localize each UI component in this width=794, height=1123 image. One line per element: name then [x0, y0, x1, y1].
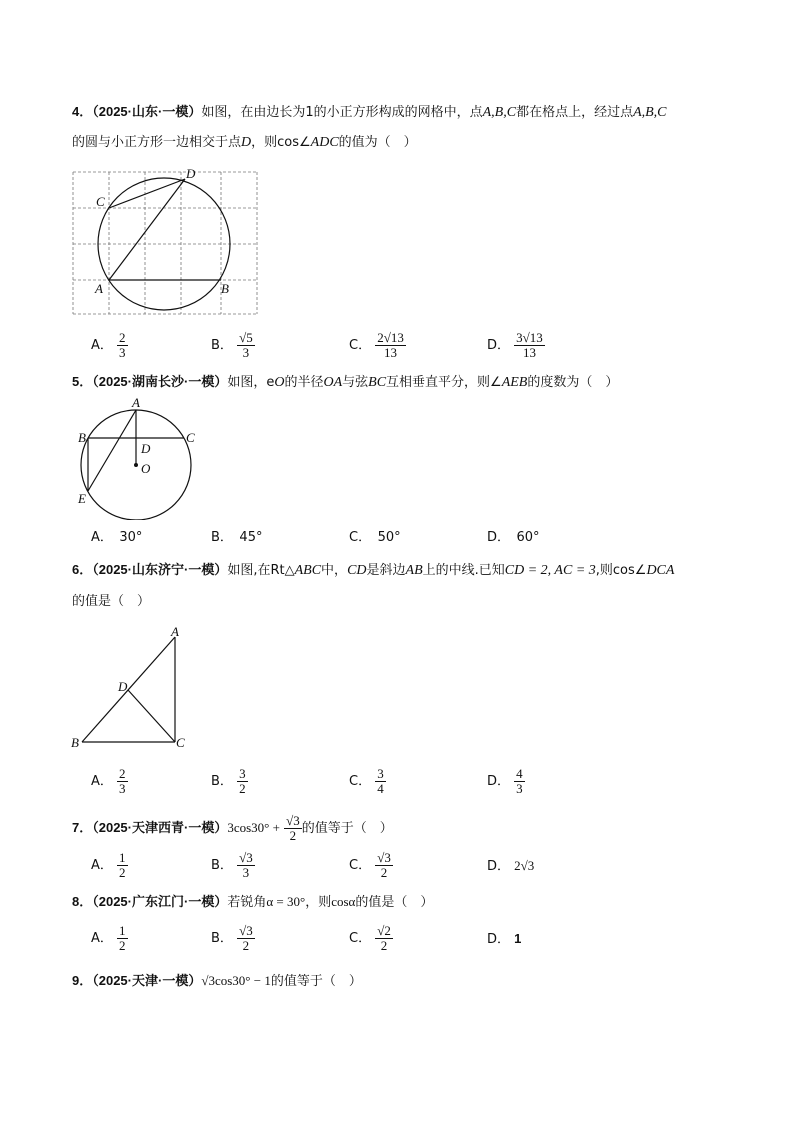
q4-point-d: D [241, 135, 252, 150]
q4-stem-line2 [72, 134, 417, 152]
q8-number: 8． [72, 894, 93, 909]
q7-number: 7． [72, 820, 93, 835]
q8-option-c[interactable]: C． $\frac{√2}{2}$ [349, 923, 391, 953]
q4-points: A,B,C [633, 105, 667, 120]
q6-option-b[interactable]: B． $\frac{3}{2}$ [211, 766, 246, 796]
q9-source: （2025·天津·一模） [92, 973, 202, 988]
q7-option-b[interactable]: B． $\frac{√3}{3}$ [211, 850, 253, 880]
q4-label-a: A [95, 281, 103, 296]
q6-figure [68, 622, 198, 752]
q8-option-d[interactable]: D． 1 [487, 931, 522, 947]
q5-option-a[interactable]: A． 30° [91, 530, 143, 545]
q6-label-b: B [71, 735, 79, 750]
q6-number: 6． [72, 562, 93, 577]
q4-label-c: C [96, 194, 105, 209]
q4-label-d: D [186, 166, 196, 181]
q5-option-d[interactable]: D． 60° [487, 530, 540, 545]
q5-segment-ae [88, 410, 136, 491]
q7-option-c[interactable]: C． $\frac{√3}{2}$ [349, 850, 391, 880]
q6-option-d[interactable]: D． $\frac{4}{3}$ [487, 766, 523, 796]
q6-label-d: D [118, 679, 128, 694]
q6-stem-line2: 的值是（ ） [72, 594, 151, 609]
q6-stem-line1: 6．（2025·山东济宁·一模）如图,在Rt△ABC中，CD是斜边AB上的中线.已知CD = 2, AC = 3,则cos∠DCA [72, 562, 675, 578]
q4-text: 都在格点上，经过点 [516, 105, 634, 120]
q5-option-b[interactable]: B． 45° [211, 530, 263, 545]
q4-source: （2025·山东·一模） [92, 104, 202, 119]
q4-points: A,B,C [482, 105, 517, 120]
q5-label-c: C [186, 430, 195, 445]
q8-source: （2025·广东江门·一模） [92, 894, 228, 909]
q6-option-a[interactable]: A． $\frac{2}{3}$ [91, 766, 126, 796]
q6-label-c: C [176, 735, 185, 750]
q4-angle: ADC [310, 135, 339, 150]
q7-source: （2025·天津西青·一模） [92, 820, 228, 835]
q7-option-a[interactable]: A． $\frac{1}{2}$ [91, 850, 126, 880]
q5-option-c[interactable]: C． 50° [349, 530, 401, 545]
q4-option-d[interactable]: D． $\frac{3√13}{13}$ [487, 330, 543, 360]
q5-label-e: E [78, 491, 86, 506]
q4-text: 的圆与小正方形一边相交于点 [72, 135, 242, 150]
q9-number: 9． [72, 973, 93, 988]
q4-option-c[interactable]: C． $\frac{2√13}{13}$ [349, 330, 404, 360]
q5-number: 5． [72, 374, 93, 389]
q5-label-a: A [132, 395, 140, 410]
q7-stem: 7．（2025·天津西青·一模）3cos30° + $\frac{√3}{2}$ 的值等于（ ） [72, 813, 393, 843]
q4-stem-line1 [72, 103, 667, 122]
q4-number: 4． [72, 104, 93, 119]
q8-option-b[interactable]: B． $\frac{√3}{2}$ [211, 923, 253, 953]
q5-stem: 5．（2025·湖南长沙·一模）如图，eO的半径OA与弦BC互相垂直平分，则∠AEB的度数为（ ） [72, 374, 619, 390]
q5-label-d: D [141, 441, 151, 456]
q6-median-cd [128, 690, 175, 742]
q5-source: （2025·湖南长沙·一模） [92, 374, 228, 389]
q6-label-a: A [171, 624, 179, 639]
q4-option-b[interactable]: B． $\frac{√5}{3}$ [211, 330, 253, 360]
q4-option-a[interactable]: A． $\frac{2}{3}$ [91, 330, 126, 360]
q4-text: ，则cos∠ [251, 135, 311, 150]
q7-option-d[interactable]: D． 2√3 [487, 858, 535, 874]
q8-option-a[interactable]: A． $\frac{1}{2}$ [91, 923, 126, 953]
q8-stem: 8．（2025·广东江门·一模）若锐角α = 30°，则cosα的值是（ ） [72, 894, 434, 910]
q6-option-c[interactable]: C． $\frac{3}{4}$ [349, 766, 384, 796]
q5-label-b: B [78, 430, 86, 445]
q9-stem: 9．（2025·天津·一模）√3cos30° − 1的值等于（ ） [72, 973, 362, 989]
q4-figure [66, 165, 266, 317]
q6-source: （2025·山东济宁·一模） [92, 562, 228, 577]
q4-label-b: B [221, 281, 229, 296]
q5-center-dot [134, 463, 138, 467]
q4-text: 的值为（ ） [338, 135, 417, 150]
q5-figure [72, 395, 202, 520]
q5-label-o: O [141, 461, 151, 476]
q4-text: 如图，在由边长为1的小正方形构成的网格中，点 [201, 105, 483, 120]
